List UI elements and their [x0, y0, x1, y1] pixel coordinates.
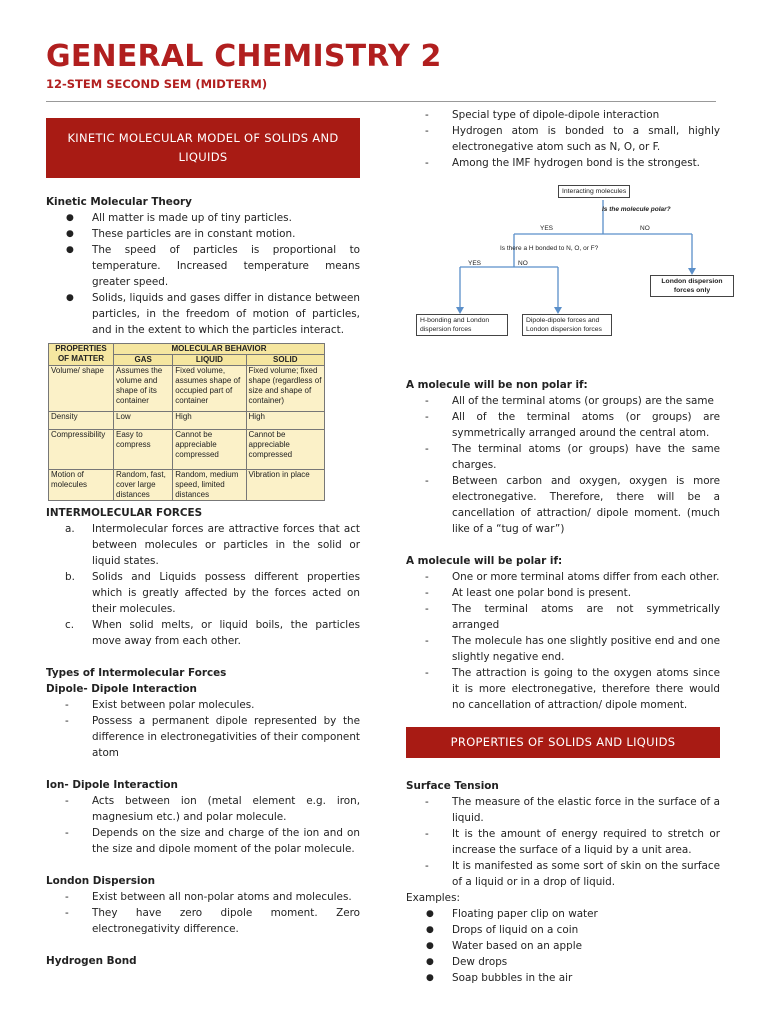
table-cell: Fixed volume, assumes shape of occupied part of container [173, 366, 246, 412]
flowchart-start: Interacting molecules [558, 185, 630, 198]
list-item: - Possess a permanent dipole represented by the difference in electronegativities of their component atom [65, 715, 360, 759]
flowchart-yes-label: YES [540, 225, 554, 232]
page-subtitle: 12-STEM SECOND SEM (MIDTERM) [46, 77, 268, 91]
london-heading: London Dispersion [46, 875, 156, 887]
list-item: ● Floating paper clip on water [426, 908, 598, 920]
hbond-list [406, 107, 720, 171]
table-cell: Easy to compress [114, 430, 173, 470]
flowchart-no-label: NO [518, 260, 528, 267]
imf-flowchart [410, 183, 728, 358]
list-item: ● All matter is made up of tiny particles. [66, 212, 292, 224]
table-cell: Motion of molecules [49, 470, 114, 501]
examples-label: Examples: [406, 892, 460, 904]
right-column [406, 107, 723, 986]
table-cell: Volume/ shape [49, 366, 114, 412]
list-item: ● Solids, liquids and gases differ in distance between particles, in the freedom of motion of particles, and in the extent to which the particles interact. [66, 292, 360, 336]
dipole-list [46, 697, 360, 761]
table-row [49, 366, 325, 412]
surface-tension-list [406, 794, 720, 890]
flowchart-yes-label: YES [468, 260, 482, 267]
table-cell: Cannot be appreciable compressed [173, 430, 246, 470]
imf-heading: INTERMOLECULAR FORCES [46, 507, 203, 519]
kmt-heading: Kinetic Molecular Theory [46, 196, 192, 208]
table-cell: Density [49, 412, 114, 430]
list-item: - One or more terminal atoms differ from each other. [425, 571, 720, 583]
hbond-heading: Hydrogen Bond [46, 955, 137, 967]
list-item: - Exist between polar molecules. [65, 699, 255, 711]
list-item: ● Dew drops [426, 956, 508, 968]
table-group-header: MOLECULAR BEHAVIOR [114, 344, 325, 355]
list-item: - Between carbon and oxygen, oxygen is more electronegative. Therefore, there will be a cancellation of attraction/ dipole moment. (much like of a “tug of war”) [425, 475, 720, 535]
section-banner-properties: PROPERTIES OF SOLIDS AND LIQUIDS [406, 727, 720, 758]
surface-tension-heading: Surface Tension [406, 780, 499, 792]
table-cell: Cannot be appreciable compressed [246, 430, 324, 470]
table-cell: Vibration in place [246, 470, 324, 501]
list-item: - Exist between all non-polar atoms and molecules. [65, 891, 352, 903]
table-cell: High [173, 412, 246, 430]
flowchart-question-polar: Is the molecule polar? [602, 206, 671, 213]
header-divider [46, 101, 716, 102]
list-item: - It is the amount of energy required to stretch or increase the surface of a liquid by a unit area. [425, 828, 720, 856]
page-title: GENERAL CHEMISTRY 2 [46, 39, 442, 74]
table-cell: Assumes the volume and shape of its container [114, 366, 173, 412]
flowchart-dipole-box: Dipole-dipole forces and London dispersion forces [522, 314, 612, 336]
list-item: - They have zero dipole moment. Zero electronegativity difference. [65, 907, 360, 935]
dipole-heading: Dipole- Dipole Interaction [46, 683, 197, 695]
list-item: - At least one polar bond is present. [425, 587, 631, 599]
molecular-behavior-table [48, 343, 325, 501]
table-row [49, 470, 325, 501]
section-banner-kmt: KINETIC MOLECULAR MODEL OF SOLIDS AND LIQUIDS [46, 118, 360, 178]
table-corner-header: PROPERTIES OF MATTER [49, 344, 114, 366]
ion-dipole-heading: Ion- Dipole Interaction [46, 779, 178, 791]
flowchart-question-hbond: Is there a H bonded to N, O, or F? [500, 245, 599, 252]
ion-dipole-list [46, 793, 360, 857]
flowchart-no-label: NO [640, 225, 650, 232]
flowchart-london-box: London dispersion forces only [650, 275, 734, 297]
london-list [46, 889, 360, 937]
polar-list [406, 569, 720, 713]
imf-list [46, 521, 360, 649]
list-item: - Depends on the size and charge of the ion and on the size and dipole moment of the polar molecule. [65, 827, 360, 855]
list-item: ● These particles are in constant motion. [66, 228, 296, 240]
list-item: ● The speed of particles is proportional to temperature. Increased temperature means greater speed. [66, 244, 360, 288]
list-item: - The terminal atoms are not symmetrically arranged [425, 603, 720, 631]
flowchart-hbond-box: H-bonding and London dispersion forces [416, 314, 508, 336]
nonpolar-heading: A molecule will be non polar if: [406, 379, 588, 391]
list-item: - It is manifested as some sort of skin on the surface of a liquid or in a drop of liquid. [425, 860, 720, 888]
list-item: - The attraction is going to the oxygen atoms since it is more electronegative, therefore there would no cancellation of attraction/ dipole moment. [425, 667, 720, 711]
types-heading: Types of Intermolecular Forces [46, 667, 227, 679]
list-item: ● Soap bubbles in the air [426, 972, 573, 984]
table-cell: High [246, 412, 324, 430]
list-item: c. When solid melts, or liquid boils, the particles move away from each other. [65, 619, 360, 647]
kmt-list [46, 210, 360, 338]
list-item: - All of the terminal atoms (or groups) are the same [425, 395, 714, 407]
left-column [46, 118, 360, 969]
table-cell: Fixed volume; fixed shape (regardless of size and shape of container) [246, 366, 324, 412]
list-item: - The measure of the elastic force in the surface of a liquid. [425, 796, 720, 824]
table-col-header: SOLID [246, 355, 324, 366]
list-item: - Acts between ion (metal element e.g. iron, magnesium etc.) and polar molecule. [65, 795, 360, 823]
table-cell: Low [114, 412, 173, 430]
list-item: - Hydrogen atom is bonded to a small, highly electronegative atom such as N, O, or F. [425, 125, 720, 153]
list-item: - The molecule has one slightly positive end and one slightly negative end. [425, 635, 720, 663]
list-item: ● Drops of liquid on a coin [426, 924, 579, 936]
table-cell: Compressibility [49, 430, 114, 470]
table-col-header: GAS [114, 355, 173, 366]
table-row [49, 412, 325, 430]
polar-heading: A molecule will be polar if: [406, 555, 563, 567]
table-cell: Random, fast, cover large distances [114, 470, 173, 501]
table-row [49, 430, 325, 470]
list-item: b. Solids and Liquids possess different properties which is greatly affected by the forces acted on their molecules. [65, 571, 360, 615]
table-cell: Random, medium speed, limited distances [173, 470, 246, 501]
nonpolar-list [406, 393, 720, 537]
list-item: - Among the IMF hydrogen bond is the strongest. [425, 157, 700, 169]
examples-list [406, 906, 720, 986]
list-item: - The terminal atoms (or groups) have the same charges. [425, 443, 720, 471]
list-item: - Special type of dipole-dipole interaction [425, 109, 660, 121]
list-item: - All of the terminal atoms (or groups) are symmetrically arranged around the central atom. [425, 411, 720, 439]
table-col-header: LIQUID [173, 355, 246, 366]
list-item: ● Water based on an apple [426, 940, 583, 952]
list-item: a. Intermolecular forces are attractive forces that act between molecules or particles in the solid or liquid states. [65, 523, 360, 567]
